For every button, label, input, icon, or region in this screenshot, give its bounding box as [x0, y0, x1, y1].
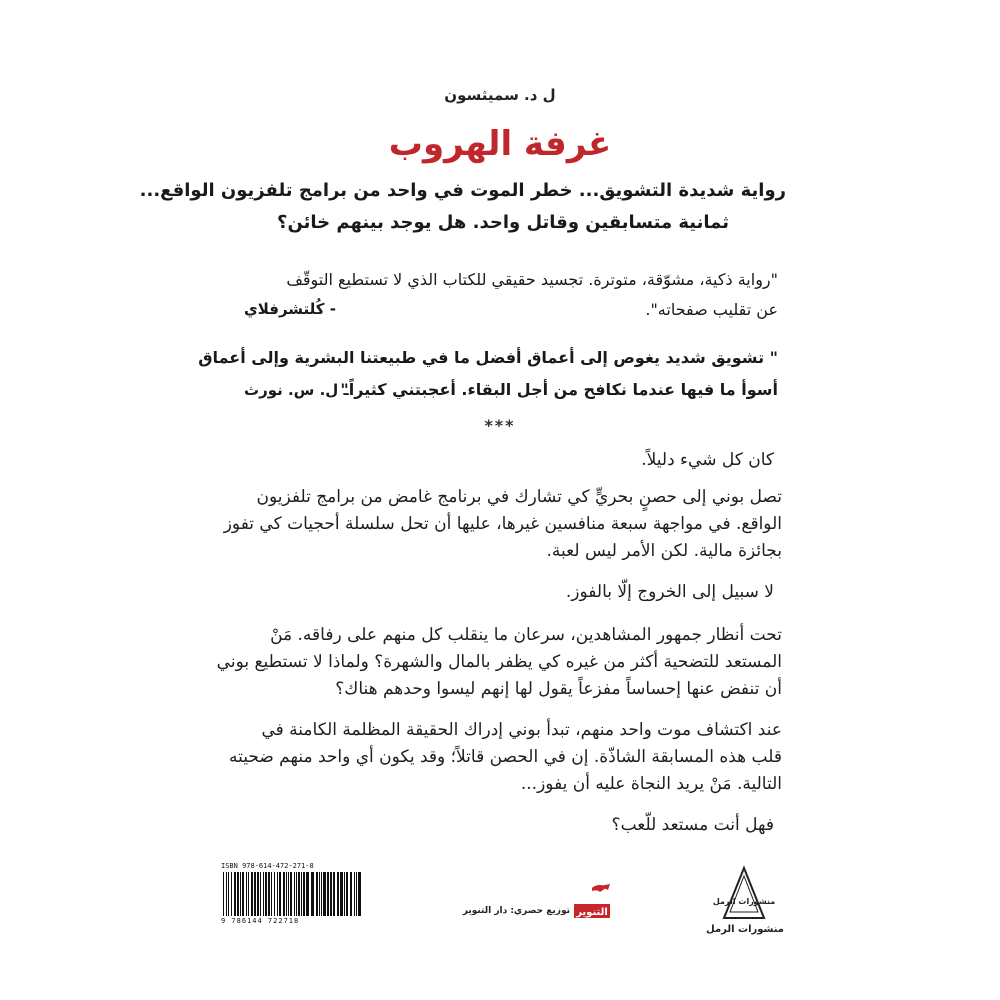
- review-2-source: ـ ل. س. نورث: [244, 381, 349, 399]
- body-paragraph-1-line-3: بجائزة مالية. لكن الأمر ليس لعبة.: [546, 541, 782, 561]
- body-paragraph-1-line-1: تصل بوني إلى حصنٍ بحريٍّ كي تشارك في برنامج غامض من برامج تلفزيون: [256, 487, 782, 507]
- tanweer-logo-icon: [570, 882, 614, 922]
- review-1-line-2: عن تقليب صفحاته".: [645, 300, 778, 319]
- barcode-icon: [221, 872, 361, 916]
- body-paragraph-3-line-1: عند اكتشاف موت واحد منهم، تبدأ بوني إدراك الحقيقة المظلمة الكامنة في: [261, 720, 782, 740]
- raml-logo-icon: [712, 866, 776, 922]
- review-2-line-2: أسوأ ما فيها عندما نكافح من أجل البقاء. أعجبتني كثيراً": [340, 380, 778, 399]
- isbn-label: ISBN 978-614-472-271-8: [221, 862, 314, 870]
- body-paragraph-2-line-2: المستعد للتضحية أكثر من غيره كي يظفر بالمال والشهرة؟ ولماذا لا تستطيع بوني: [216, 652, 782, 672]
- body-closing-line: فهل أنت مستعد للّعب؟: [611, 815, 774, 835]
- body-middle-line: لا سبيل إلى الخروج إلّا بالفوز.: [565, 582, 774, 602]
- body-paragraph-2-line-1: تحت أنظار جمهور المشاهدين، سرعان ما ينقلب كل منهم على رفاقه. مَنْ: [270, 625, 782, 645]
- tanweer-logo-text: التنوير: [576, 907, 608, 918]
- isbn-barcode: [221, 862, 361, 928]
- section-separator: ***: [484, 416, 516, 435]
- publisher-name: منشورات الرمل: [706, 924, 784, 935]
- body-paragraph-2-line-3: أن تنفض عنها إحساساً مفزعاً يقول لها إنهم ليسوا وحدهم هناك؟: [335, 679, 782, 699]
- body-paragraph-1-line-2: الواقع. في مواجهة سبعة منافسين غيرها، عليها أن تحل سلسلة أحجيات كي تفوز: [223, 514, 782, 534]
- raml-logo-text: منشورات الرمل: [712, 897, 776, 906]
- review-2-line-1: " تشويق شديد يغوص إلى أعماق أفضل ما في طبيعتنا البشرية وإلى أعماق: [198, 348, 778, 367]
- body-paragraph-3-line-3: التالية. مَنْ يريد النجاة عليه أن يفوز...: [520, 774, 782, 794]
- tagline-line-2: ثمانية متسابقين وقاتل واحد. هل يوجد بينهم خائن؟: [277, 212, 729, 233]
- distribution-note: توزيع حصري: دار التنوير: [462, 906, 570, 916]
- review-1-line-1: "رواية ذكية، مشوّقة، متوترة. تجسيد حقيقي للكتاب الذي لا تستطيع التوقّف: [286, 270, 778, 289]
- book-title: غرفة الهروب: [388, 124, 612, 164]
- author-name: ل د. سميثسون: [444, 86, 556, 104]
- body-opening-line: كان كل شيء دليلاً.: [641, 450, 774, 470]
- tagline-line-1: رواية شديدة التشويق... خطر الموت في واحد من برامج تلفزيون الواقع...: [139, 180, 786, 201]
- barcode-number: 9 786144 722718: [221, 917, 300, 925]
- body-paragraph-3-line-2: قلب هذه المسابقة الشاذّة. إن في الحصن قاتلاً؛ وقد يكون أي واحد منهم ضحيته: [229, 747, 782, 767]
- review-1-source: - كُلتشرفلاي: [244, 300, 336, 318]
